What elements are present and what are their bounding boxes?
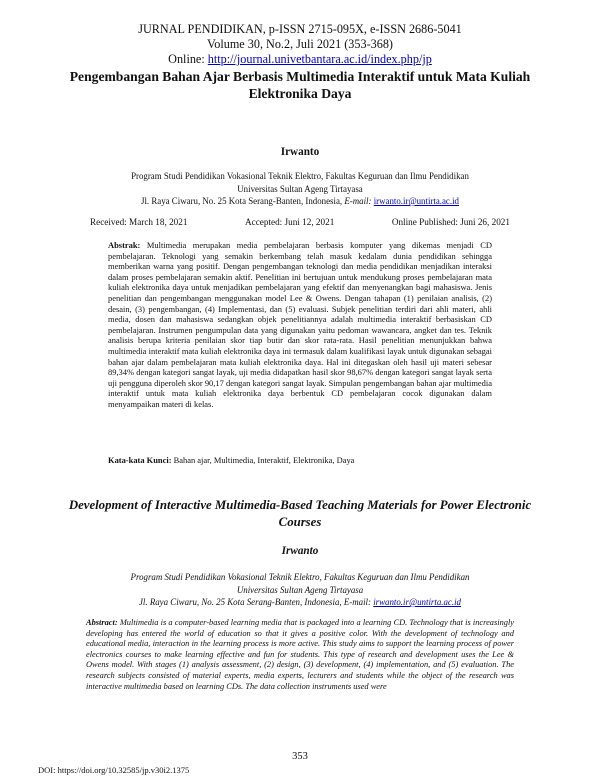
submission-dates [90, 217, 510, 227]
abstract-en-label: Abstract: [86, 618, 118, 627]
email-label: E-mail: [344, 196, 374, 206]
keywords-indonesian [108, 455, 508, 465]
abstract-label: Abstrak: [108, 240, 141, 250]
affiliation-en-line-2: Universitas Sultan Ageng Tirtayasa [236, 584, 364, 595]
affiliation-en-line-1: Program Studi Pendidikan Vokasional Teknik Elektro, Fakultas Keguruan dan Ilmu Pendidikan [130, 572, 470, 582]
abstract-indonesian [108, 240, 492, 410]
journal-url-link[interactable]: http://journal.univetbantara.ac.id/index.php/jp [207, 52, 432, 66]
abstract-english [86, 618, 514, 692]
author-indonesian: Irwanto [280, 146, 320, 158]
abstract-en-text: Multimedia is a computer-based learning media that is packaged into a learning CD. Technology that is increasingly developing has entered the world of education so that it gives a positive color. With the development of technology and educational media, interaction in the learning process is more active. This study aims to support the learning process of power electronics courses to make learning effective and fun for students. This type of research and development uses the Lee & Owens model. With stages (1) analysis assessment, (2) design, (3) development, (4) implementation, and (5) evaluation. The research subjects consisted of material experts, media experts, lecturers and students while the object of the research was interactive multimedia based on learning CDs. The data collection instruments used were [86, 618, 514, 691]
email-en-link[interactable]: irwanto.ir@untirta.ac.id [373, 597, 461, 607]
title-english: Development of Interactive Multimedia-Based Teaching Materials for Power Electronic Courses [68, 498, 532, 529]
date-accepted: Accepted: Juni 12, 2021 [244, 217, 335, 227]
affiliation-address [60, 195, 540, 208]
author-english: Irwanto [281, 545, 319, 557]
email-en-label: E-mail: [343, 597, 374, 607]
email-link[interactable]: irwanto.ir@untirta.ac.id [373, 196, 459, 206]
abstract-text: Multimedia merupakan media pembelajaran berbasis komputer yang dikemas menjadi CD pembelajaran. Teknologi yang semakin berkembang telah masuk kedalam dunia pendidikan sehingga memberikan warna yang positif. Dengan pengembangan teknologi dan media pendidikan menjadikan interaksi dalam proses pembelajaran semakin aktif. Penelitian ini bertujuan untuk mendukung proses pembelajaran mata kuliah elektronika daya untuk menjadikan pembelajaran yang efektif dan menyenangkan bagi mahasiswa. Jenis penelitian dan pengembangan menggunakan model Lee & Owens. Dengan tahapan (1) penilaian analisis, (2) desain, (3) pengembangan, (4) Implementasi, dan (5) evaluasi. Subjek penelitian terdiri dari ahli materi, ahli media, dosen dan mahasiswa sedangkan objek penelitiannya adalah multimedia interaktif berbasiskan CD pembelajaran. Instrumen pengumpulan data yang digunakan yaitu pedoman wawancara, angket dan tes. Teknik analisis berupa kriteria penilaian skor tiap butir dan skor rata-rata. Hasil penelitian menunjukkan bahwa multimedia interaktif mata kuliah elektronika daya ini termasuk dalam kualifikasi layak untuk digunakan sebagai bahan ajar dalam pembelajaran mata kuliah elektronika daya. Hal ini ditegaskan oleh hasil uji materi sebesar 89,34% dengan kategori sangat layak, uji media didapatkan hasil skor 98,67% dengan kategori sangat layak serta uji pengguna diperoleh skor 90,17 dengan kategori sangat layak. Simpulan pengembangan bahan ajar multimedia interaktif untuk mata kuliah elektronika daya berbentuk CD pembelajaran cocok digunakan dalam menyampaikan materi di kelas. [108, 240, 492, 409]
date-received: Received: March 18, 2021 [90, 217, 188, 227]
title-indonesian: Pengembangan Bahan Ajar Berbasis Multimedia Interaktif untuk Mata Kuliah Elektronika Daya [69, 69, 531, 101]
page-number: 353 [292, 751, 308, 762]
keywords-label: Kata-kata Kunci: [108, 455, 172, 465]
journal-online [60, 52, 540, 67]
affiliation-line-2: Universitas Sultan Ageng Tirtayasa [237, 183, 363, 194]
journal-volume: Volume 30, No.2, Juli 2021 (353-368) [207, 37, 393, 51]
journal-header [60, 22, 540, 67]
journal-name: JURNAL PENDIDIKAN, p-ISSN 2715-095X, e-ISSN 2686-5041 [138, 22, 462, 36]
affiliation-line-1: Program Studi Pendidikan Vokasional Teknik Elektro, Fakultas Keguruan dan Ilmu Pendidikan [131, 171, 469, 181]
address-text: Jl. Raya Ciwaru, No. 25 Kota Serang-Banten, Indonesia, [141, 196, 345, 206]
affiliation-indonesian [60, 170, 540, 208]
online-label: Online: [168, 52, 208, 66]
doi-footer: DOI: https://doi.org/10.32585/jp.v30i2.1375 [38, 765, 190, 775]
keywords-text: Bahan ajar, Multimedia, Interaktif, Elektronika, Daya [171, 455, 355, 465]
affiliation-en-address [60, 596, 540, 609]
address-en-text: Jl. Raya Ciwaru, No. 25 Kota Serang-Banten, Indonesia, [138, 597, 344, 607]
affiliation-english [60, 571, 540, 609]
date-published: Online Published: Juni 26, 2021 [391, 217, 510, 227]
